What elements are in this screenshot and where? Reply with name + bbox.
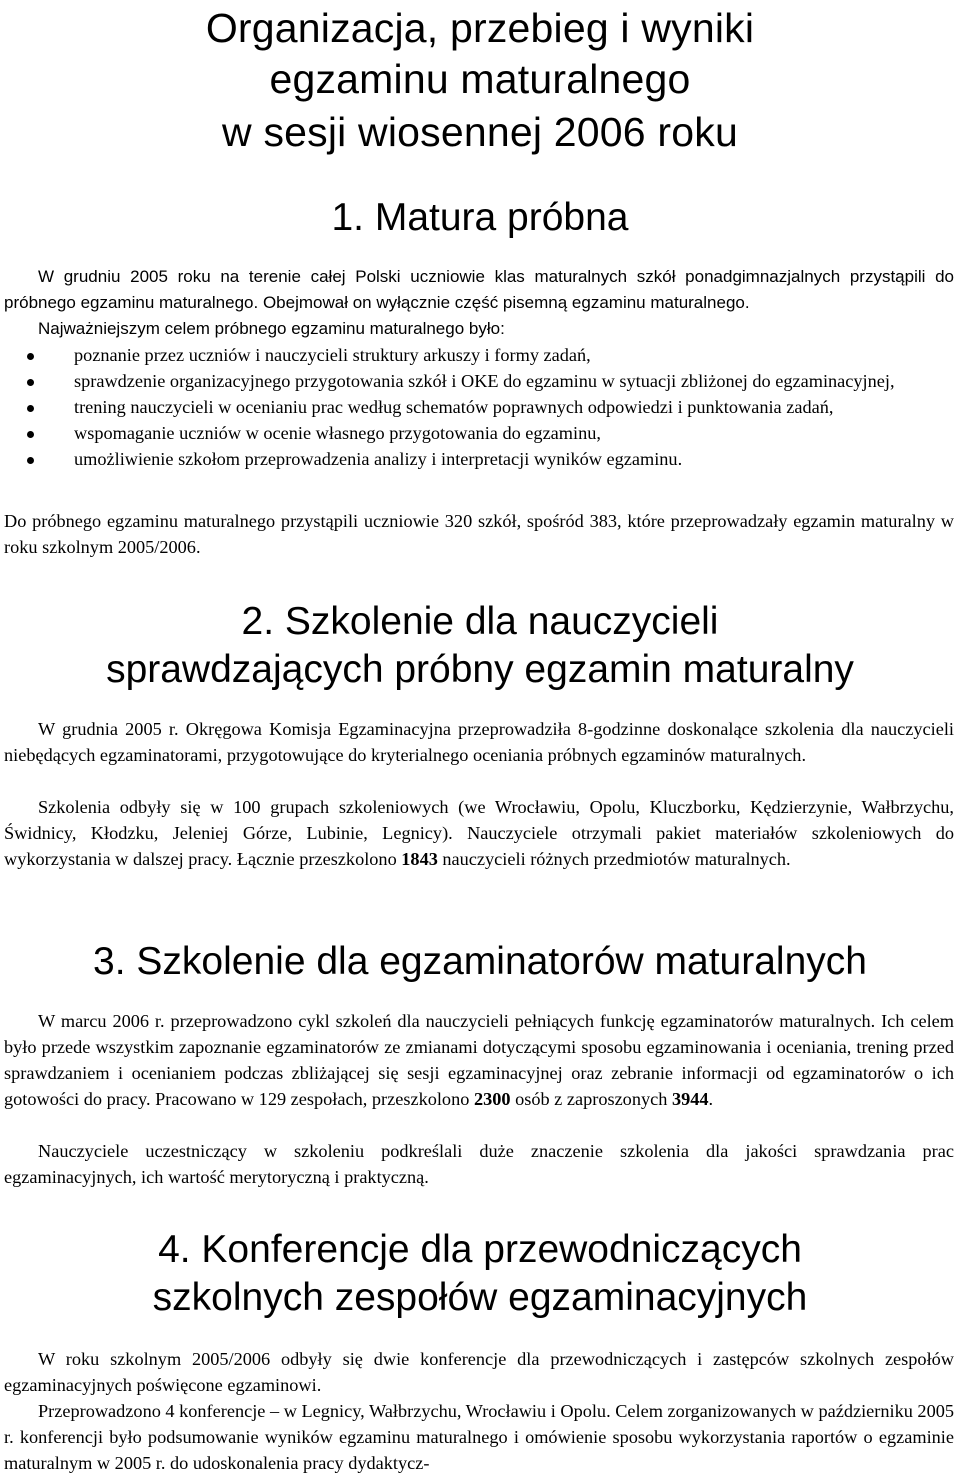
- section-2-heading-line-1: 2. Szkolenie dla nauczycieli: [241, 600, 719, 643]
- invited-examiners-count: 3944: [671, 1089, 709, 1109]
- list-item: [4, 342, 954, 368]
- document-title-line-2: egzaminu maturalnego: [269, 56, 691, 102]
- section-2-heading-line-2: sprawdzających próbny egzamin maturalny: [106, 648, 854, 691]
- list-item-text: poznanie przez uczniów i nauczycieli struktury arkuszy i formy zadań,: [74, 345, 591, 365]
- bullet-icon: [27, 379, 34, 386]
- list-item-text: wspomaganie uczniów w ocenie własnego przygotowania do egzaminu,: [74, 423, 601, 443]
- section-4-heading-line-1: 4. Konferencje dla przewodniczących: [158, 1228, 802, 1271]
- bullet-icon: [27, 457, 34, 464]
- list-item: [4, 446, 954, 472]
- section-1-heading: 1. Matura próbna: [331, 196, 629, 239]
- bullet-icon: [27, 405, 34, 412]
- section-1-paragraph-2-text: Najważniejszym celem próbnego egzaminu maturalnego było:: [38, 319, 505, 338]
- section-2-paragraph-2-text-a: Szkolenia odbyły się w 100 grupach szkoleniowych (we Wrocławiu, Opolu, Kluczborku, Kędzierzynie, Wałbrzychu, Świdnicy, Kłodzku, Jeleniej Górze, Lubinie, Legnicy). Nauczyciele otrzymali pakiet materiałów szkoleniowych do wykorzystania w dalszej pracy. Łącznie przeszkolono: [4, 797, 954, 869]
- section-3-paragraph-1: [4, 1008, 954, 1112]
- section-3-paragraph-1-text-b: osób z zaproszonych: [510, 1089, 672, 1109]
- section-4-paragraph-1-text: W roku szkolnym 2005/2006 odbyły się dwie konferencje dla przewodniczących i zastępców szkolnych zespołów egzaminacyjnych poświęcone egzaminowi.: [4, 1349, 954, 1395]
- section-4-paragraph-2-text: Przeprowadzono 4 konferencje – w Legnicy, Wałbrzychu, Wrocławiu i Opolu. Celem zorganizowanych w październiku 2005 r. konferencji było podsumowanie wyników egzaminu maturalnego i omówienie sposobu wykorzystania raportów o egzaminie maturalnym w 2005 r. do udoskonalenia pracy dydaktycz-: [4, 1401, 954, 1473]
- section-1-goals-list: [4, 342, 954, 472]
- section-3-paragraph-2: [4, 1138, 954, 1190]
- document-title-line-1: Organizacja, przebieg i wyniki: [205, 5, 755, 51]
- section-2-paragraph-1: [4, 716, 954, 768]
- list-item: [4, 420, 954, 446]
- list-item-text: sprawdzenie organizacyjnego przygotowania szkół i OKE do egzaminu w sytuacji zbliżonej do egzaminacyjnej,: [74, 371, 895, 391]
- trained-teachers-count: 1843: [401, 849, 438, 869]
- list-item: [4, 394, 954, 420]
- bullet-icon: [27, 431, 34, 438]
- section-1-paragraph-3: Do próbnego egzaminu maturalnego przystąpili uczniowie 320 szkół, spośród 383, które przeprowadzały egzamin maturalny w roku szkolnym 2005/2006.: [4, 511, 954, 557]
- section-2-paragraph-2-text-b: nauczycieli różnych przedmiotów maturalnych.: [437, 849, 791, 869]
- section-2-paragraph-1-text: W grudnia 2005 r. Okręgowa Komisja Egzaminacyjna przeprowadziła 8-godzinne doskonalące szkolenia dla nauczycieli niebędących egzaminatorami, przygotowujące do kryterialnego oceniania próbnych egzaminów maturalnych.: [4, 719, 954, 765]
- section-3-paragraph-2-text: Nauczyciele uczestniczący w szkoleniu podkreślali duże znaczenie szkolenia dla jakości sprawdzania prac egzaminacyjnych, ich wartość merytoryczną i praktyczną.: [4, 1141, 954, 1187]
- section-4-paragraph-1: [4, 1346, 954, 1398]
- list-item: [4, 368, 954, 394]
- trained-examiners-count: 2300: [473, 1089, 511, 1109]
- section-1-paragraph-1: [4, 264, 954, 316]
- document-title-line-3: w sesji wiosennej 2006 roku: [222, 109, 738, 155]
- section-3-paragraph-1-text-c: .: [708, 1089, 714, 1109]
- section-1-paragraph-1-text: W grudniu 2005 roku na terenie całej Polski uczniowie klas maturalnych szkół ponadgimnazjalnych przystąpili do próbnego egzaminu maturalnego. Obejmował on wyłącznie część pisemną egzaminu maturalnego.: [4, 267, 954, 312]
- section-4-paragraph-2: [4, 1398, 954, 1475]
- bullet-icon: [27, 353, 34, 360]
- section-3-heading: 3. Szkolenie dla egzaminatorów maturalnych: [93, 940, 867, 983]
- section-2-paragraph-2: [4, 794, 954, 872]
- list-item-text: trening nauczycieli w ocenianiu prac według schematów poprawnych odpowiedzi i punktowania zadań,: [74, 397, 834, 417]
- list-item-text: umożliwienie szkołom przeprowadzenia analizy i interpretacji wyników egzaminu.: [74, 449, 683, 469]
- section-3-paragraph-1-text-a: W marcu 2006 r. przeprowadzono cykl szkoleń dla nauczycieli pełniących funkcję egzaminatorów maturalnych. Ich celem było przede wszystkim zapoznanie egzaminatorów ze zmianami dotyczącymi sposobu egzaminowania i oceniania, trening przed sprawdzaniem i ocenianiem podczas zbliżającej się sesji egzaminacyjnej oraz zebranie informacji od egzaminatorów o ich gotowości do pracy. Pracowano w 129 zespołach, przeszkolono: [4, 1011, 954, 1109]
- section-1-paragraph-2: [4, 316, 954, 342]
- section-4-heading-line-2: szkolnych zespołów egzaminacyjnych: [152, 1276, 808, 1319]
